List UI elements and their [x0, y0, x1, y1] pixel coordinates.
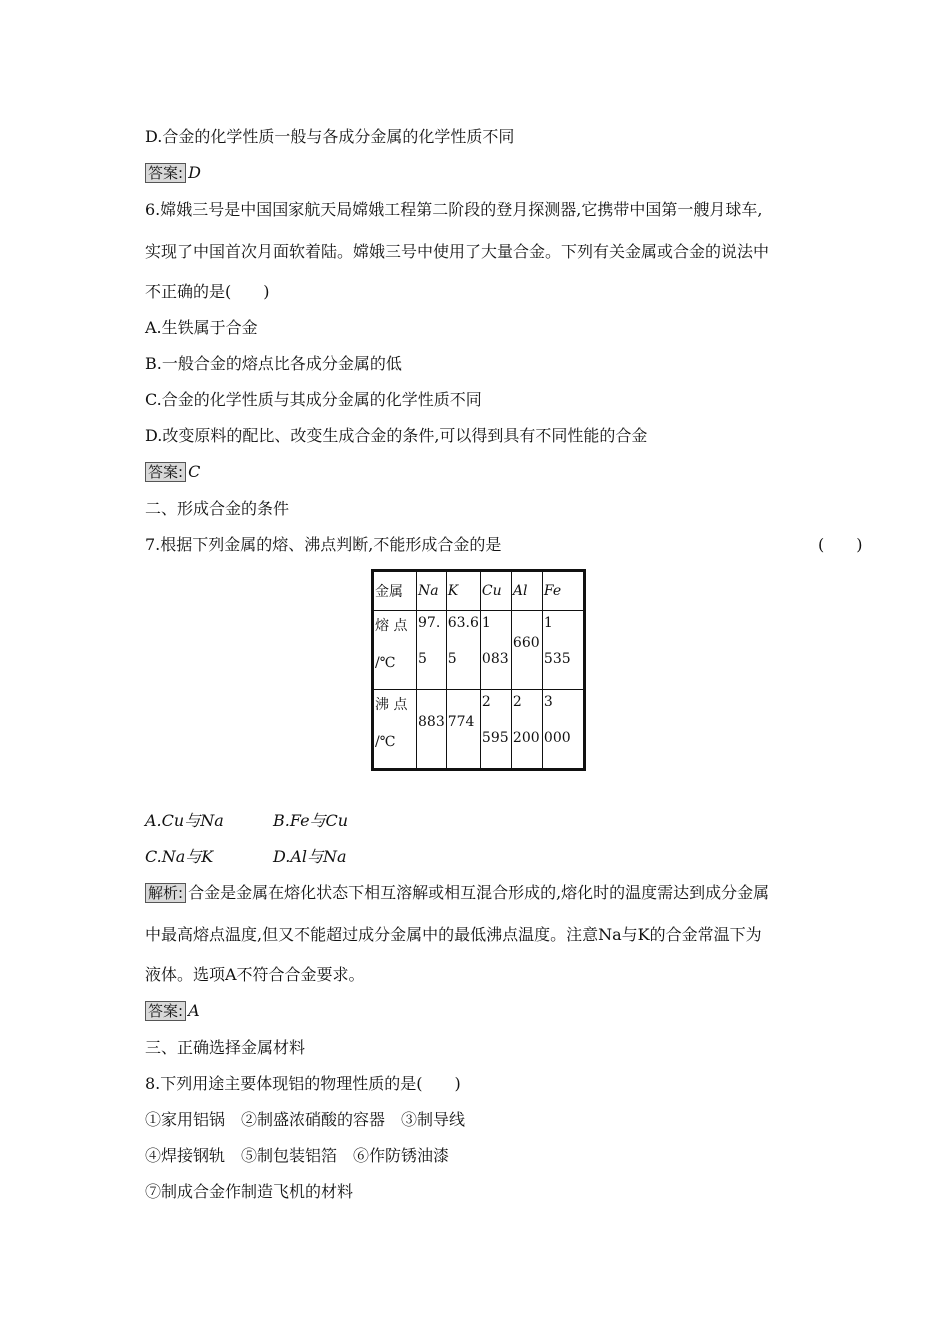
- analysis-text: 合金是金属在熔化状态下相互溶解或相互混合形成的,熔化时的温度需达到成分金属: [188, 883, 770, 902]
- cell-text: 000: [543, 730, 571, 746]
- table-cell: [511, 611, 542, 690]
- table-header-cell: Al: [511, 571, 542, 611]
- q8-items-line2: ④焊接钢轨 ⑤制包装铝箔 ⑥作防锈油漆: [145, 1146, 450, 1165]
- q7-stem: 7.根据下列金属的熔、沸点判断,不能形成合金的是: [145, 535, 502, 554]
- cell-text: 97.: [418, 615, 441, 631]
- table-cell: [446, 611, 480, 690]
- cell-text: 083: [481, 651, 509, 667]
- table-cell: [542, 611, 584, 690]
- cell-text: 595: [481, 730, 509, 746]
- answer-value: D: [188, 163, 201, 182]
- table-cell: [417, 611, 447, 690]
- q8-items-line3: ⑦制成合金作制造飞机的材料: [145, 1182, 354, 1201]
- answer-label: 答案:: [145, 462, 186, 482]
- table-header-cell: Na: [417, 571, 447, 611]
- q6-option-d: D.改变原料的配比、改变生成合金的条件,可以得到具有不同性能的合金: [145, 426, 648, 445]
- q7-analysis-line3: 液体。选项A不符合合金要求。: [145, 965, 365, 984]
- q8-items-line1: ①家用铝锅 ②制盛浓硝酸的容器 ③制导线: [145, 1110, 466, 1129]
- answer-value: A: [188, 1001, 200, 1020]
- q7-answer-line: [145, 1001, 200, 1021]
- q6-option-b: B.一般合金的熔点比各成分金属的低: [145, 354, 402, 373]
- table-header-cell: Cu: [480, 571, 511, 611]
- q6-stem-line3: 不正确的是( ): [145, 282, 270, 301]
- q7-analysis-line1: [145, 883, 769, 903]
- row-label-cell: [373, 690, 417, 770]
- cell-text: 200: [512, 730, 540, 746]
- cell-text: 535: [543, 651, 571, 667]
- cell-text: 660: [512, 635, 540, 651]
- row-label-text: 熔 点: [375, 618, 408, 634]
- table-cell: [480, 611, 511, 690]
- cell-text: 5: [418, 651, 427, 667]
- melting-point-row: [373, 611, 585, 690]
- answer-label: 答案:: [145, 1001, 186, 1021]
- cell-text: 2: [481, 694, 491, 710]
- section-heading-2: 二、形成合金的条件: [145, 499, 290, 518]
- cell-text: 1: [481, 615, 491, 631]
- q7-analysis-line2: 中最高熔点温度,但又不能超过成分金属中的最低沸点温度。注意Na与K的合金常温下为: [145, 925, 762, 944]
- q7-answer-paren: ( ): [818, 535, 863, 554]
- row-label-unit: /℃: [375, 734, 396, 750]
- boiling-point-row: [373, 690, 585, 770]
- answer-label: 答案:: [145, 163, 186, 183]
- melting-boiling-table: [371, 569, 586, 771]
- section-heading-3: 三、正确选择金属材料: [145, 1038, 306, 1057]
- table-header-row: [373, 571, 585, 611]
- q6-stem-line1: 6.嫦娥三号是中国国家航天局嫦娥工程第二阶段的登月探测器,它携带中国第一艘月球车,: [145, 200, 763, 219]
- analysis-label: 解析:: [145, 883, 186, 903]
- cell-text: 2: [512, 694, 522, 710]
- cell-text: 3: [543, 694, 553, 710]
- table-header-cell: K: [446, 571, 480, 611]
- q7-option-b: B.Fe与Cu: [273, 811, 349, 830]
- cell-text: 5: [447, 651, 457, 667]
- q5-answer-line: [145, 163, 201, 183]
- q7-option-c: C.Na与K: [145, 847, 214, 866]
- cell-text: 774: [447, 714, 475, 730]
- row-label-text: 沸 点: [375, 697, 408, 713]
- q8-stem: 8.下列用途主要体现铝的物理性质的是( ): [145, 1074, 461, 1093]
- cell-text: 883: [418, 714, 445, 730]
- q7-option-a: A.Cu与Na: [145, 811, 224, 830]
- row-label-cell: [373, 611, 417, 690]
- table-cell: [446, 690, 480, 770]
- table-cell: [542, 690, 584, 770]
- q6-stem-line2: 实现了中国首次月面软着陆。嫦娥三号中使用了大量合金。下列有关金属或合金的说法中: [145, 242, 770, 261]
- q5-option-d: D.合金的化学性质一般与各成分金属的化学性质不同: [145, 127, 515, 146]
- q7-option-d: D.Al与Na: [273, 847, 347, 866]
- table-cell: [480, 690, 511, 770]
- row-label-unit: /℃: [375, 655, 396, 671]
- table-cell: [417, 690, 447, 770]
- table-header-cell: Fe: [542, 571, 584, 611]
- table-cell: [511, 690, 542, 770]
- q6-answer-line: [145, 462, 200, 482]
- cell-text: 63.6: [447, 615, 479, 631]
- table-header-cell: 金属: [373, 571, 417, 611]
- q6-option-a: A.生铁属于合金: [145, 318, 258, 337]
- cell-text: 1: [543, 615, 553, 631]
- answer-value: C: [188, 462, 201, 481]
- q6-option-c: C.合金的化学性质与其成分金属的化学性质不同: [145, 390, 482, 409]
